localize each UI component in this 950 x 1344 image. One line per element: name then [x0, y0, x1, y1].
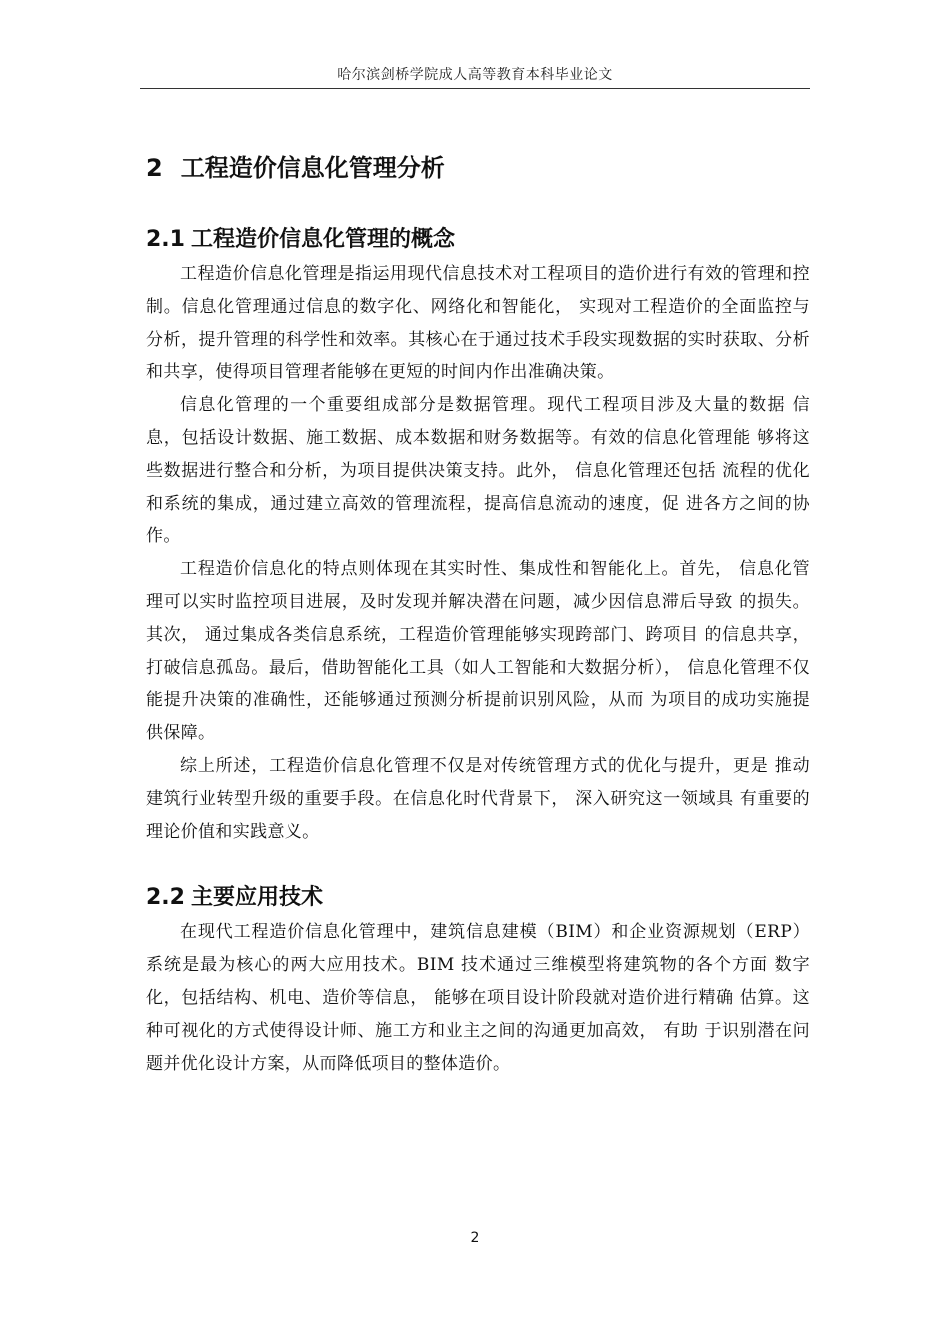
- page-number: 2: [470, 1230, 480, 1246]
- paragraph: 信息化管理的一个重要组成部分是数据管理。现代工程项目涉及大量的数据 信息，包括设计数据、施工数据、成本数据和财务数据等。有效的信息化管理能 够将这些数据进行整合和分析，为项目提供决策支持。此外， 信息化管理还包括 流程的优化和系统的集成，通过建立高效的管理流程，提高信息流动的速度，促 进各方之间的协作。: [146, 395, 810, 547]
- chapter-title-text: 工程造价信息化管理分析: [180, 154, 445, 182]
- paragraph: 综上所述，工程造价信息化管理不仅是对传统管理方式的优化与提升，更是 推动建筑行业转型升级的重要手段。在信息化时代背景下， 深入研究这一领域具 有重要的理论价值和实践意义。: [146, 755, 810, 842]
- section-title-text: 主要应用技术: [190, 885, 323, 911]
- chapter-title: [146, 148, 810, 188]
- header-rule: [140, 88, 810, 89]
- paragraph: 工程造价信息化管理是指运用现代信息技术对工程项目的造价进行有效的管理和控制。信息化管理通过信息的数字化、网络化和智能化， 实现对工程造价的全面监控与分析，提升管理的科学性和效率。其核心在于通过技术手段实现数据的实时获取、分析和共享，使得项目管理者能够在更短的时间内作出准确决策。: [146, 264, 810, 383]
- section-title-2-2: [146, 880, 810, 916]
- paragraph: 在现代工程造价信息化管理中，建筑信息建模（BIM）和企业资源规划（ERP） 系统是最为核心的两大应用技术。BIM 技术通过三维模型将建筑物的各个方面 数字化，包括结构、机电、造价等信息， 能够在项目设计阶段就对造价进行精确 估算。这种可视化的方式使得设计师、施工方和业主之间的沟通更加高效， 有助 于识别潜在问题并优化设计方案，从而降低项目的整体造价。: [146, 922, 810, 1074]
- page-body: [146, 140, 810, 1080]
- section-title-2-1: [146, 222, 810, 258]
- section-title-text: 工程造价信息化管理的概念: [190, 227, 455, 252]
- running-header: 哈尔滨剑桥学院成人高等教育本科毕业论文: [337, 67, 613, 83]
- section-number: 2.2: [146, 885, 185, 911]
- paragraph: 工程造价信息化的特点则体现在其实时性、集成性和智能化上。首先， 信息化管理可以实时监控项目进展，及时发现并解决潜在问题，减少因信息滞后导致 的损失。其次， 通过集成各类信息系统，工程造价管理能够实现跨部门、跨项目 的信息共享，打破信息孤岛。最后，借助智能化工具（如人工智能和大数据分析）， 信息化管理不仅能提升决策的准确性，还能够通过预测分析提前识别风险，从而 为项目的成功实施提供保障。: [146, 559, 810, 744]
- section-number: 2.1: [146, 227, 185, 252]
- chapter-number: 2: [146, 154, 163, 182]
